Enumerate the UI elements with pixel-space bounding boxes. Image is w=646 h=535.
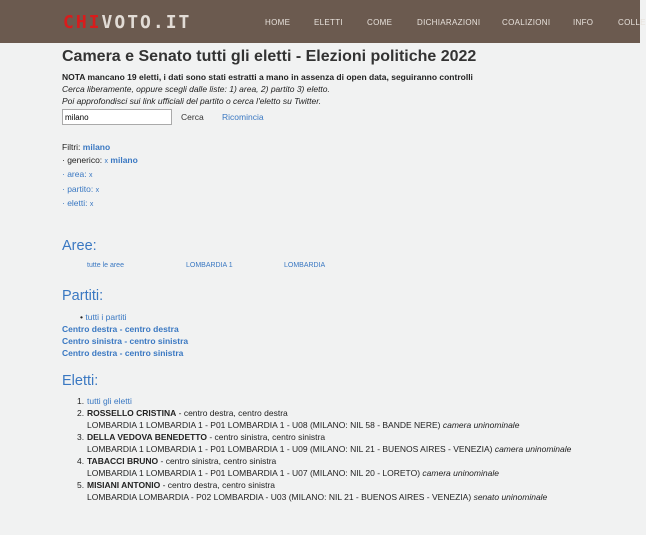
area-link-lombardia-1[interactable]: LOMBARDIA 1 — [186, 262, 233, 269]
eletto-name[interactable]: ROSSELLO CRISTINA — [87, 408, 177, 418]
partito-all-item — [62, 311, 188, 323]
eletto-detail — [62, 491, 632, 503]
nav-info[interactable]: INFO — [573, 18, 594, 27]
nav-home[interactable]: HOME — [265, 18, 291, 27]
remove-area-filter[interactable]: x — [88, 172, 93, 179]
nav-coalizioni[interactable]: COALIZIONI — [502, 18, 551, 27]
eletto-coalition: - centro destra, centro sinistra — [160, 480, 275, 490]
filter-generic-value[interactable]: milano — [110, 154, 138, 165]
top-navbar — [0, 0, 646, 43]
list-number: 4. — [77, 456, 85, 466]
eletto-detail-text: LOMBARDIA LOMBARDIA - P02 LOMBARDIA - U03 (MILANO: NIL 21 - BUENOS AIRES - VENEZIA) — [87, 492, 472, 502]
partito-link[interactable]: Centro destra - centro sinistra — [62, 348, 184, 358]
page-title: Camera e Senato tutti gli eletti - Elezioni politiche 2022 — [62, 48, 477, 65]
list-number: 3. — [77, 432, 85, 442]
area-link-lombardia[interactable]: LOMBARDIA — [284, 262, 326, 269]
filter-partito-label: · partito: — [62, 183, 94, 194]
eletti-list — [62, 395, 632, 503]
remove-generic-filter[interactable]: x — [104, 157, 109, 165]
note-block — [62, 71, 622, 107]
eletto-coalition: - centro destra, centro destra — [176, 408, 288, 418]
logo-rest-part: VOTO.IT — [101, 12, 192, 33]
filters-panel — [62, 141, 138, 212]
remove-partito-filter[interactable]: x — [95, 186, 100, 194]
aree-heading: Aree: — [62, 238, 97, 254]
nav-colle[interactable]: COLLE — [618, 18, 646, 27]
note-instructions: Cerca liberamente, oppure scegli dalle liste: 1) area, 2) partito 3) eletto. — [62, 84, 330, 94]
logo-red-part: CHI — [63, 12, 102, 33]
eletto-name[interactable]: MISIANI ANTONIO — [87, 480, 161, 490]
eletto-type: camera uninominale — [422, 468, 499, 478]
eletto-name[interactable]: DELLA VEDOVA BENEDETTO — [87, 432, 207, 442]
area-link-all[interactable]: tutte le aree — [87, 262, 124, 269]
reset-link[interactable]: Ricomincia — [222, 112, 264, 122]
list-item — [62, 455, 632, 467]
filter-eletti-label: · eletti: — [62, 198, 88, 208]
filter-area-label: · area: — [62, 169, 87, 179]
filters-label: Filtri: — [62, 142, 81, 152]
eletti-link-all[interactable]: tutti gli eletti — [87, 396, 132, 406]
remove-eletti-filter[interactable]: x — [89, 201, 94, 208]
partiti-heading: Partiti: — [62, 288, 104, 304]
note-warning: NOTA mancano 19 eletti, i dati sono stati estratti a mano in assenza di open data, seguiranno controlli — [62, 72, 473, 82]
eletto-type: senato uninominale — [473, 492, 548, 502]
eletti-heading: Eletti: — [62, 373, 99, 389]
list-number: 5. — [77, 480, 85, 490]
list-number: 1. — [77, 396, 85, 406]
eletto-name[interactable]: TABACCI BRUNO — [87, 456, 159, 466]
partiti-list — [62, 311, 188, 359]
nav-eletti[interactable]: ELETTI — [314, 18, 343, 27]
active-filter[interactable]: milano — [82, 142, 111, 152]
eletto-detail — [62, 467, 632, 479]
nav-come[interactable]: COME — [367, 18, 393, 27]
partito-link-all[interactable]: tutti i partiti — [85, 312, 127, 322]
eletto-detail-text: LOMBARDIA 1 LOMBARDIA 1 - P01 LOMBARDIA 1 - U08 (MILANO: NIL 58 - BANDE NERE) — [87, 420, 441, 430]
eletto-type: camera uninominale — [494, 444, 572, 454]
eletto-detail-text: LOMBARDIA 1 LOMBARDIA 1 - P01 LOMBARDIA 1 - U07 (MILANO: NIL 20 - LORETO) — [87, 468, 421, 478]
partito-link[interactable]: Centro destra - centro destra — [62, 324, 179, 334]
list-item — [62, 479, 632, 491]
note-instructions-2: Poi approfondisci sui link ufficiali del partito o cerca l'eletto su Twitter. — [62, 96, 322, 106]
eletto-detail — [62, 419, 632, 431]
eletto-type: camera uninominale — [442, 420, 520, 430]
bullet-dot: • — [80, 312, 83, 322]
list-number: 2. — [77, 408, 85, 418]
search-button[interactable]: Cerca — [181, 112, 204, 122]
eletto-coalition: - centro sinistra, centro sinistra — [206, 432, 326, 442]
partito-link[interactable]: Centro sinistra - centro sinistra — [62, 336, 189, 346]
eletto-coalition: - centro sinistra, centro sinistra — [158, 456, 277, 466]
list-item — [62, 431, 632, 443]
nav-dichiarazioni[interactable]: DICHIARAZIONI — [417, 18, 481, 27]
eletto-detail-text: LOMBARDIA 1 LOMBARDIA 1 - P01 LOMBARDIA 1 - U09 (MILANO: NIL 21 - BUENOS AIRES - VENEZIA) — [87, 444, 493, 454]
list-item — [62, 407, 632, 419]
site-logo[interactable] — [63, 12, 191, 33]
search-input[interactable] — [62, 109, 172, 125]
eletto-detail — [62, 443, 632, 455]
filter-generic-label: · generico: — [62, 154, 103, 165]
list-item — [62, 395, 632, 407]
